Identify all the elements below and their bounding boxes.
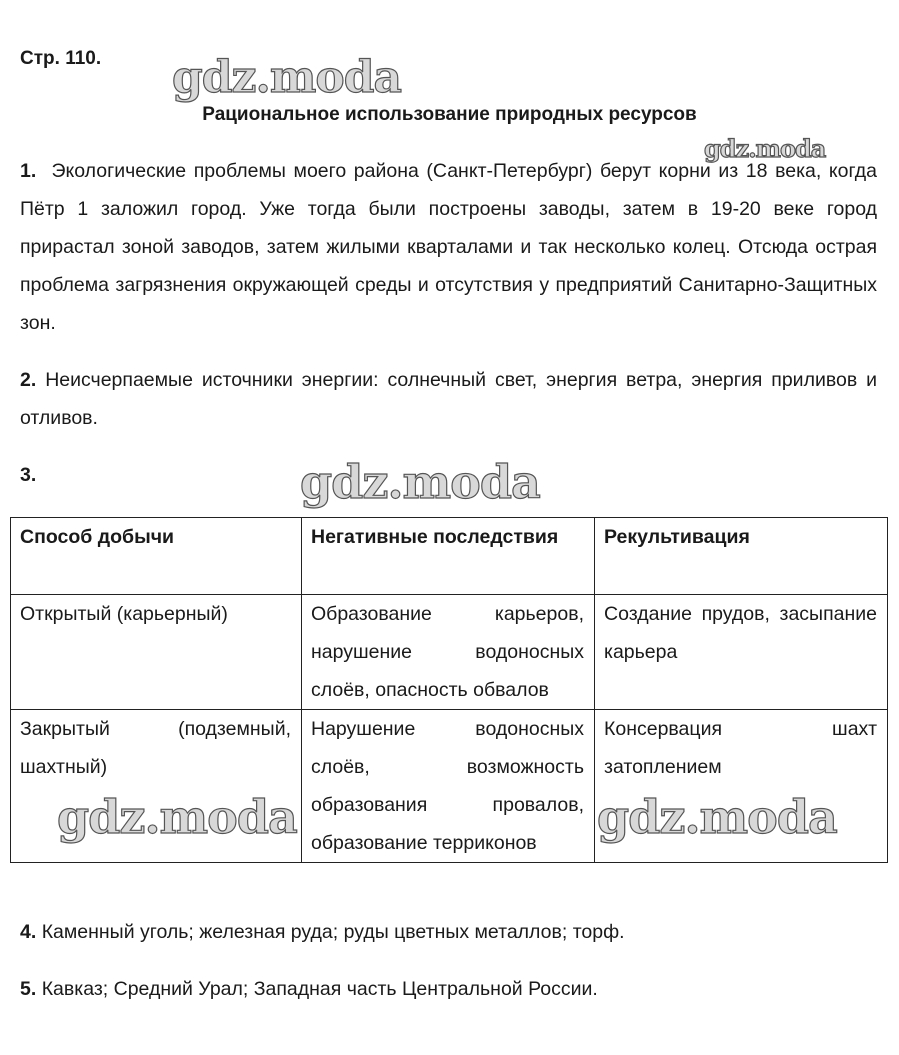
table-cell: Создание прудов, засыпание карьера (595, 595, 888, 710)
answer-number: 5. (20, 978, 37, 1000)
header-method: Способ добычи (11, 518, 302, 595)
watermark: gdz.moda (597, 790, 837, 844)
answer-3 (20, 456, 877, 494)
answer-number: 2. (20, 369, 37, 391)
answer-2 (20, 361, 877, 437)
answer-number: 1. (20, 160, 37, 182)
page-label: Стр. 110. (20, 48, 102, 69)
watermark: gdz.moda (172, 52, 402, 103)
watermark: gdz.moda (704, 134, 826, 163)
answer-text: Каменный уголь; железная руда; руды цветных металлов; торф. (41, 921, 625, 943)
answer-number: 4. (20, 921, 37, 943)
watermark: gdz.moda (300, 455, 540, 509)
page-title: Рациональное использование природных ресурсов (202, 104, 697, 125)
table-row (11, 595, 888, 710)
header-consequences: Негативные последствия (302, 518, 595, 595)
table-header-row (11, 518, 888, 595)
mining-methods-table (10, 517, 888, 863)
watermark: gdz.moda (57, 790, 297, 844)
answer-4 (20, 913, 877, 951)
table-cell: Образование карьеров, нарушение водоносных слоёв, опасность обвалов (302, 595, 595, 710)
table-row (11, 710, 888, 863)
table-cell: Нарушение водоносных слоёв, возможность образования провалов, образование терриконов (302, 710, 595, 863)
table-cell: Открытый (карьерный) (11, 595, 302, 710)
answer-text: Кавказ; Средний Урал; Западная часть Центральной России. (41, 978, 598, 1000)
table-cell: Закрытый (подземный, шахтный) (11, 710, 302, 863)
answer-text: Экологические проблемы моего района (Санкт-Петербург) берут корни из 18 века, когда Пётр 1 заложил город. Уже тогда были построены заводы, затем в 19-20 веке город прирастал зоной заводов, затем жилыми кварталами и так несколько колец. Отсюда острая проблема загрязнения окружающей среды и отсутствия у предприятий Санитарно-Защитных зон. (20, 160, 877, 334)
table-cell: Консервация шахт затоплением (595, 710, 888, 863)
answer-5 (20, 970, 877, 1008)
header-recultivation: Рекультивация (595, 518, 888, 595)
answer-1 (20, 152, 877, 342)
answer-text: Неисчерпаемые источники энергии: солнечный свет, энергия ветра, энергия приливов и отливов. (20, 369, 878, 429)
answer-number: 3. (20, 464, 37, 486)
